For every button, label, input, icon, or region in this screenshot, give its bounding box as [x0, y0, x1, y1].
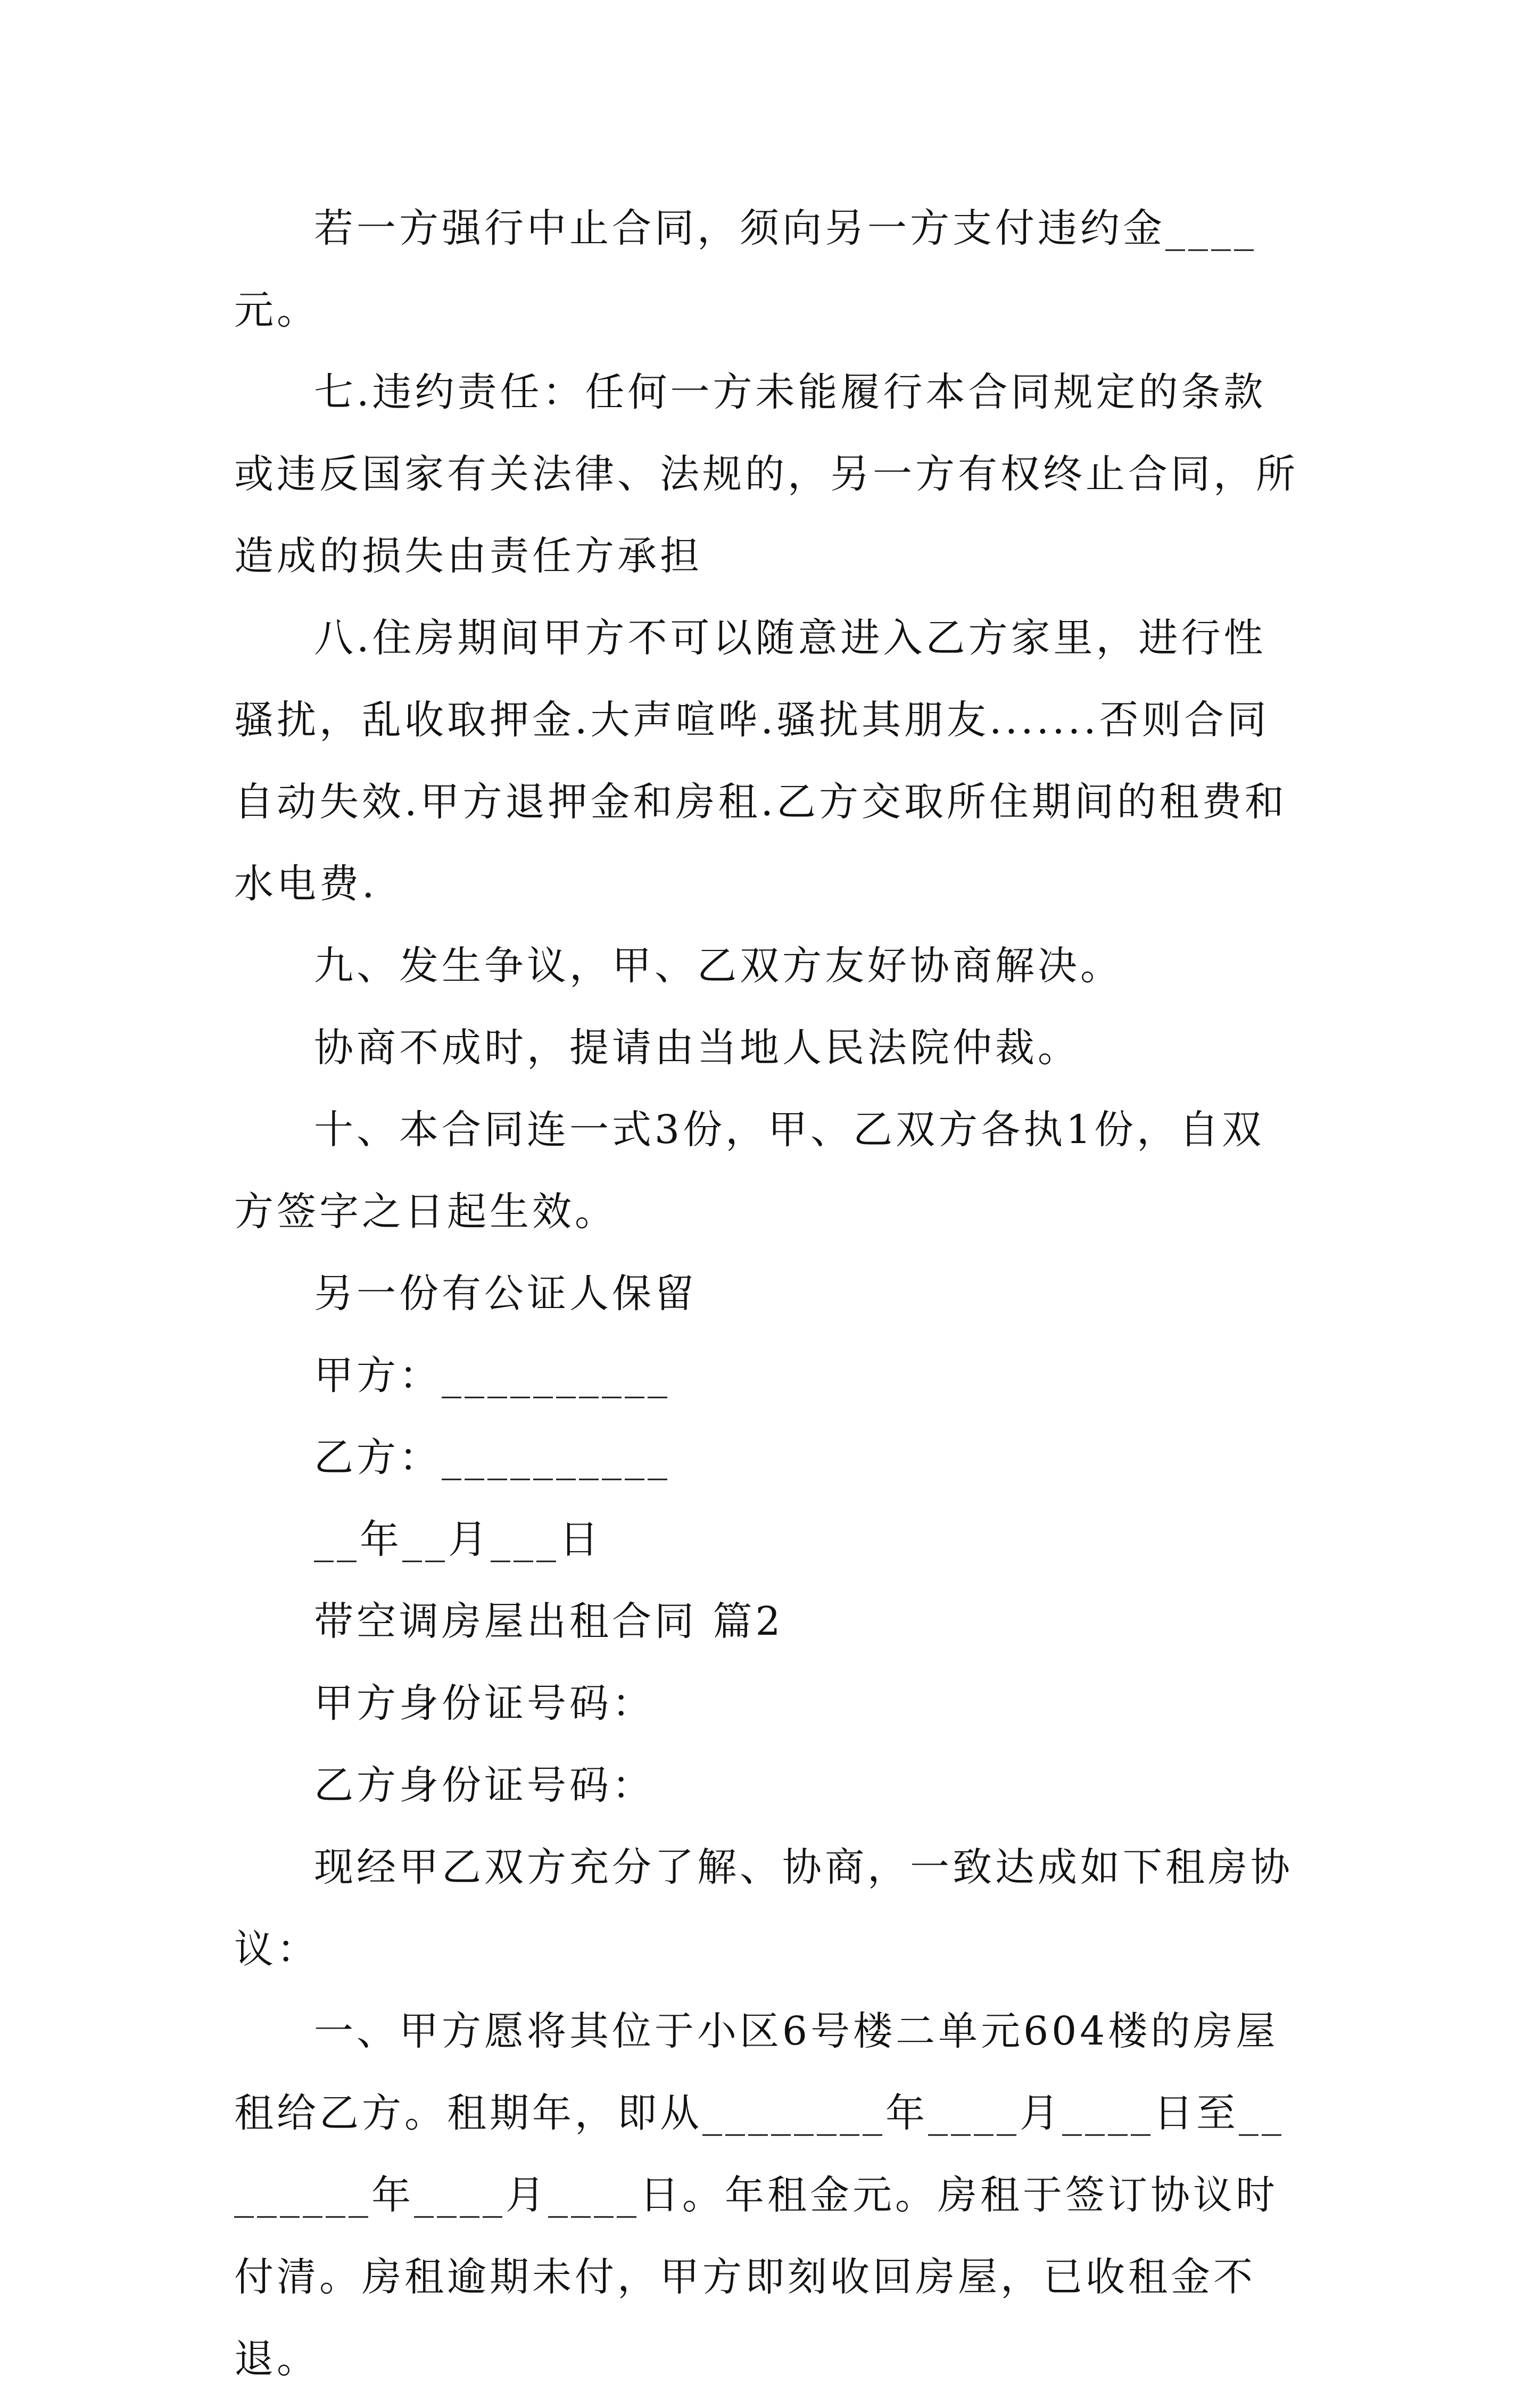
paragraph-agreement-intro: 现经甲乙双方充分了解、协商，一致达成如下租房协议：	[234, 1844, 1293, 1972]
paragraph-notary-copy: 另一份有公证人保留	[314, 1271, 697, 1317]
paragraph-landlord-entry: 八.住房期间甲方不可以随意进入乙方家里，进行性骚扰，乱收取押金.大声喧哗.骚扰其朋友.......否则合同自动失效.甲方退押金和房租.乙方交取所住期间的租费和水电费.	[234, 615, 1288, 907]
party-a-id-line: 甲方身份证号码：	[314, 1681, 655, 1726]
paragraph-dispute: 九、发生争议，甲、乙双方友好协商解决。	[314, 943, 1123, 989]
section-heading: 带空调房屋出租合同 篇2	[314, 1599, 784, 1644]
paragraph-penalty: 若一方强行中止合同，须向另一方支付违约金____元。	[234, 205, 1257, 333]
date-line: __年__月___日	[314, 1517, 602, 1562]
party-a-signature-line: 甲方：__________	[314, 1353, 670, 1398]
paragraph-arbitration: 协商不成时，提请由当地人民法院仲裁。	[314, 1025, 1080, 1071]
paragraph-liability: 七.违约责任：任何一方未能履行本合同规定的条款或违反国家有关法律、法规的，另一方有权终止合同，所造成的损失由责任方承担	[234, 369, 1298, 579]
paragraph-lease-terms: 一、甲方愿将其位于小区6号楼二单元604楼的房屋租给乙方。租期年，即从________年____月____日至________年____月____日。年租金元。房租于签订协议时付清。房租逾期未付，甲方即刻收回房屋，已收租金不退。	[234, 2008, 1285, 2382]
party-b-id-line: 乙方身份证号码：	[314, 1762, 655, 1808]
party-b-signature-line: 乙方：__________	[314, 1435, 670, 1480]
paragraph-copies: 十、本合同连一式3份，甲、乙双方各执1份，自双方签字之日起生效。	[234, 1107, 1265, 1235]
document-body	[234, 187, 1304, 2400]
